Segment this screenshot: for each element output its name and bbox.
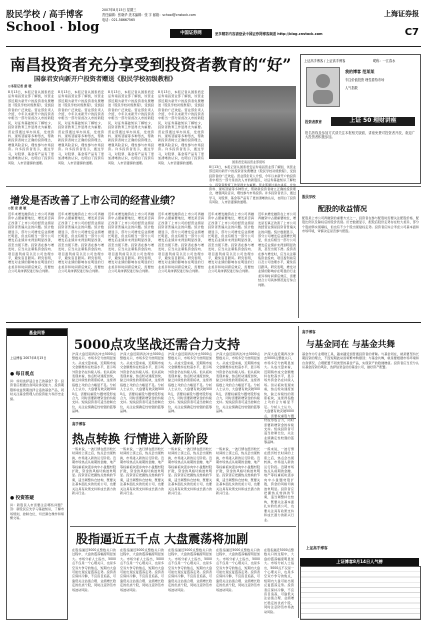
middle-story-col-5: 沪深大盘近期再次冲击5000点整数关口，市场多空分歧明显加大。从成交量来看，近期两市成交金额维持在较高水平，显示场外资金仍在持续入场。但从板块表现来看，热点轮动速度加快，缺乏持续性的领涨板块，这使得指数上攻的合力略显不足。分析人士认为，大盘要有效突破5000点，需要权重股与题材股形成合力，同时需要新增资金的持续支持。短线投资者可适当控制仓位，关注业绩确定性较强的蓝筹品种。 — [264, 352, 294, 445]
top-headline: 南昌投资者充分享受到投资者教育的“好” — [10, 55, 292, 74]
middle-story-col-3: 沪深大盘近期再次冲击5000点整数关口，市场多空分歧明显加大。从成交量来看，近期两市成交金额维持在较高水平，显示场外资金仍在持续入场。但从板块表现来看，热点轮动速度加快，缺乏持续性的领涨板块，这使得指数上攻的合力略显不足。分析人士认为，大盘要有效突破5000点，需要权重股与题材股形成合力，同时需要新增资金的持续支持。短线投资者可适当控制仓位，关注业绩确定性较强的蓝筹品种。 — [168, 352, 212, 414]
top-story-col-4: 8月13日，本报记者从国泰君安证券南昌营业部了解到，该营业部近期为新开户的投资者免费赠送《股民学校初级教程》，受到投资者的广泛欢迎。营业部负责人介绍，今年以来新开户的投资者中相当一部分是首次入市的新股民，对证券基础知识了解较少，投资者教育工作显得尤为重要。营业部通过举办讲座、发放资料、现场答疑等多种形式，帮助新投资者树立正确的投资理念，增强风险意识，理性参与市场投资。许多投资者表示，通过学习，对股票、基金等产品有了更加清晰的认识，也明白了投资有风险、入市需谨慎的道理。 — [158, 90, 204, 165]
qa-body-2: 问：新股民入市需要注意哪些问题？答：新股民应先学习基础知识，了解市场规则，控制仓位，切忌满仓操作和频繁交易。 — [10, 503, 64, 521]
fourth-story-col-4: 在股指逼近5000点整数关口的过程中，大盘的震荡幅度明显加大。市场分析人士指出，5000点不仅是一个心理关口，也是多空双方争夺的焦点，短期内大盘可能出现反复震荡走势。投资者应保持冷静，不宜盲目追高，可逢低关注估值合理、业绩增长稳定的优质个股，同时注意防范市场波动风险。 — [216, 548, 260, 592]
right-lower-body: 基金作为专业理财工具，越来越受到普通投资者的青睐。与基金同在，就是要坚持长期投资的理念，不因短期波动而频繁申购赎回；与基金共舞，就是要根据市场环境和自身情况，合理配置不同类型的基金产品，实现资产的稳健增值。投资者应当充分认识基金投资的风险，选择信誉良好的基金公司，做好资产配置。 — [302, 352, 419, 370]
third-story-col-4: 一般来说，一波行情在经历较长时间的上涨之后，热点会出现转换，市场进入新的运行阶段。近期市场热点从前期的金融、地产等权重板块逐步向中小盘题材股扩散，资金的风格切换迹象明显。投资者应把握热点转换的节奏，适当调整持仓结构，既要关注基本面扎实的优质公司，也要关注具有政策支持和成长潜力的新兴行业。 — [216, 447, 260, 496]
top-story-col-1: 8月13日，本报记者从国泰君安证券南昌营业部了解到，该营业部近期为新开户的投资者免费赠送《股民学校初级教程》，受到投资者的广泛欢迎。营业部负责人介绍，今年以来新开户的投资者中相当一部分是首次入市的新股民，对证券基础知识了解较少，投资者教育工作显得尤为重要。营业部通过举办讲座、发放资料、现场答疑等多种形式，帮助新投资者树立正确的投资理念，增强风险意识，理性参与市场投资。许多投资者表示，通过学习，对股票、基金等产品有了更加清晰的认识，也明白了投资有风险、入市需谨慎的道理。 — [8, 90, 54, 165]
top-subhead: 国泰君安向新开户投资者赠送《股民学校初级教程》 — [34, 76, 177, 83]
section-logo-left: School — [6, 20, 56, 35]
rank-table — [300, 566, 421, 620]
paper-name: 上海证券报 — [384, 9, 419, 18]
blog-banner[interactable]: 更多精彩内容请登录中国证券网博客频道 http://blog.cnstock.com — [215, 32, 323, 36]
third-tag: 高手博客 — [72, 422, 86, 426]
rank-label: 人气指数 — [345, 86, 358, 90]
sidebar-line-1: 上证高手博客 / 上证高手博客 — [304, 59, 346, 63]
lower-left-box — [6, 328, 68, 620]
fourth-headline: 股指逼近五千点 大盘震荡将加剧 — [76, 532, 249, 546]
fourth-story-col-1: 在股指逼近5000点整数关口的过程中，大盘的震荡幅度明显加大。市场分析人士指出，5000点不仅是一个心理关口，也是多空双方争夺的焦点，短期内大盘可能出现反复震荡走势。投资者应保持冷静，不宜盲目追高，可逢低关注估值合理、业绩增长稳定的优质个股，同时注意防范市场波动风险。 — [72, 548, 116, 592]
lower-left-date: 上证博客 2007年8月15日 — [10, 356, 47, 360]
fourth-story-col-3: 在股指逼近5000点整数关口的过程中，大盘的震荡幅度明显加大。市场分析人士指出，5000点不仅是一个心理关口，也是多空双方争夺的焦点，短期内大盘可能出现反复震荡走势。投资者应保持冷静，不宜盲目追高，可逢低关注估值合理、业绩增长稳定的优质个股，同时注意防范市场波动风险。 — [168, 548, 212, 592]
qa-body: 问：如何选择适合自己的基金？答：投资者应根据自身风险承受能力、投资期限和收益预期选择合适的基金产品，同时关注基金管理人的投资能力和历史业绩。 — [10, 379, 64, 401]
blog-sidebar — [300, 54, 421, 184]
section-logo — [6, 20, 99, 35]
second-story-col-4: 近年来增发融资在上市公司再融资中占据重要地位，增发是否真正改善了上市公司的经营业绩是投资者普遍关注的问题。统计数据显示，部分公司增发后业绩增长明显，但也有相当一部分公司增发后业绩并未得到明显改善，甚至出现下滑。投资者在参与增发时，应当关注募集资金投向、项目盈利前景以及公司治理水平，避免盲目跟风。研究表明，增发对业绩的影响存在明显的行业差异和时间滞后效应，需要结合公司具体情况进行综合判断。 — [158, 212, 204, 274]
second-story-col-6: 近年来增发融资在上市公司再融资中占据重要地位，增发是否真正改善了上市公司的经营业绩是投资者普遍关注的问题。统计数据显示，部分公司增发后业绩增长明显，但也有相当一部分公司增发后业绩并未得到明显改善，甚至出现下滑。投资者在参与增发时，应当关注募集资金投向、项目盈利前景以及公司治理水平，避免盲目跟风。研究表明，增发对业绩的影响存在明显的行业差异和时间滞后效应，需要结合公司具体情况进行综合判断。 — [258, 212, 296, 287]
editor-line: 责任编辑：张晓华 美术编辑：张 宇 邮箱：school@cnstock.com — [102, 13, 196, 17]
avatar — [306, 67, 340, 107]
third-headline: 热点转换 行情进入新阶段 — [72, 432, 209, 446]
right-col-body: 配股是上市公司再融资的重要方式之一，投资者在参与配股时需要关注配股价格、配股比例以及除权后的股价表现。历史数据显示，配股后股价走势存在较大差异，部分个股能够实现填权，但也有不少个股出现贴权走势。投资者应综合考虑公司基本面和市场环境，审慎决定是否参与配股。 — [302, 216, 419, 234]
top-story-col-5: 8月13日，本报记者从国泰君安证券南昌营业部了解到，该营业部近期为新开户的投资者免费赠送《股民学校初级教程》，受到投资者的广泛欢迎。营业部负责人介绍，今年以来新开户的投资者中相当一部分是首次入市的新股民，对证券基础知识了解较少，投资者教育工作显得尤为重要。营业部通过举办讲座、发放资料、现场答疑等多种形式，帮助新投资者树立正确的投资理念，增强风险意识，理性参与市场投资。许多投资者表示，通过学习，对股票、基金等产品有了更加清晰的认识，也明白了投资有风险、入市需谨慎的道理。 — [209, 165, 296, 205]
fourth-story-col-5: 在股指逼近5000点整数关口的过程中，大盘的震荡幅度明显加大。市场分析人士指出，5000点不仅是一个心理关口，也是多空双方争夺的焦点，短期内大盘可能出现反复震荡走势。投资者应保持冷静，不宜盲目追高，可逢低关注估值合理、业绩增长稳定的优质个股，同时注意防范市场波动风险。 — [264, 548, 294, 614]
divider-1 — [6, 186, 421, 187]
divider-3 — [70, 418, 296, 419]
second-story-col-3: 近年来增发融资在上市公司再融资中占据重要地位，增发是否真正改善了上市公司的经营业绩是投资者普遍关注的问题。统计数据显示，部分公司增发后业绩增长明显，但也有相当一部分公司增发后业绩并未得到明显改善，甚至出现下滑。投资者在参与增发时，应当关注募集资金投向、项目盈利前景以及公司治理水平，避免盲目跟风。研究表明，增发对业绩的影响存在明显的行业差异和时间滞后效应，需要结合公司具体情况进行综合判断。 — [108, 212, 154, 274]
lecture-ad-tag: 投资者教育 — [305, 120, 322, 124]
dot-separator: · — [59, 23, 64, 34]
page-header — [6, 3, 421, 47]
top-story-col-3: 8月13日，本报记者从国泰君安证券南昌营业部了解到，该营业部近期为新开户的投资者免费赠送《股民学校初级教程》，受到投资者的广泛欢迎。营业部负责人介绍，今年以来新开户的投资者中相当一部分是首次入市的新股民，对证券基础知识了解较少，投资者教育工作显得尤为重要。营业部通过举办讲座、发放资料、现场答疑等多种形式，帮助新投资者树立正确的投资理念，增强风险意识，理性参与市场投资。许多投资者表示，通过学习，对股票、基金等产品有了更加清晰的认识，也明白了投资有风险、入市需谨慎的道理。 — [108, 90, 154, 165]
blogger-name[interactable]: 我的博客 范某某 — [345, 69, 375, 74]
rank-table-title: 上证博客8月14日人气榜 — [300, 558, 419, 566]
right-lower-title: 与基金同在 与基金共舞 — [306, 340, 395, 350]
lecture-ad-body: 报名热线及参加方式请关注本报相关版面，讲座免费对投资者开放，欢迎广大投资者积极参加。 — [305, 131, 415, 140]
right-col-divider — [298, 190, 299, 318]
second-story-col-1: 近年来增发融资在上市公司再融资中占据重要地位，增发是否真正改善了上市公司的经营业绩是投资者普遍关注的问题。统计数据显示，部分公司增发后业绩增长明显，但也有相当一部分公司增发后业绩并未得到明显改善，甚至出现下滑。投资者在参与增发时，应当关注募集资金投向、项目盈利前景以及公司治理水平，避免盲目跟风。研究表明，增发对业绩的影响存在明显的行业差异和时间滞后效应，需要结合公司具体情况进行综合判断。 — [8, 212, 54, 274]
right-lower-divider — [298, 326, 299, 618]
banner-logo: 中国证券网 — [170, 29, 212, 38]
top-story-photo-caption: 国泰君安南昌营业部现场 — [232, 160, 266, 164]
sidebar-line-2: 昵称：一江春水 — [373, 59, 396, 63]
fourth-story-col-2: 在股指逼近5000点整数关口的过程中，大盘的震荡幅度明显加大。市场分析人士指出，5000点不仅是一个心理关口，也是多空双方争夺的焦点，短期内大盘可能出现反复震荡走势。投资者应保持冷静，不宜盲目追高，可逢低关注估值合理、业绩增长稳定的优质个股，同时注意防范市场波动风险。 — [120, 548, 164, 592]
top-story-photo — [209, 86, 296, 159]
header-rule — [6, 46, 421, 47]
right-col-tag: 股民学校 — [302, 195, 316, 199]
section-title: 股民学校 / 高手博客 — [6, 10, 84, 20]
third-story-col-3: 一般来说，一波行情在经历较长时间的上涨之后，热点会出现转换，市场进入新的运行阶段。近期市场热点从前期的金融、地产等权重板块逐步向中小盘题材股扩散，资金的风格切换迹象明显。投资者应把握热点转换的节奏，适当调整持仓结构，既要关注基本面扎实的优质公司，也要关注具有政策支持和成长潜力的新兴行业。 — [168, 447, 212, 496]
qa-heading-2: ● 投资答疑 — [10, 496, 34, 501]
middle-story-col-4: 沪深大盘近期再次冲击5000点整数关口，市场多空分歧明显加大。从成交量来看，近期两市成交金额维持在较高水平，显示场外资金仍在持续入场。但从板块表现来看，热点轮动速度加快，缺乏持续性的领涨板块，这使得指数上攻的合力略显不足。分析人士认为，大盘要有效突破5000点，需要权重股与题材股形成合力，同时需要新增资金的持续支持。短线投资者可适当控制仓位，关注业绩确定性较强的蓝筹品种。 — [216, 352, 260, 414]
top-byline: ◎本报记者 黄 骏 — [8, 84, 32, 88]
third-story-col-1: 一般来说，一波行情在经历较长时间的上涨之后，热点会出现转换，市场进入新的运行阶段。近期市场热点从前期的金融、地产等权重板块逐步向中小盘题材股扩散，资金的风格切换迹象明显。投资者应把握热点转换的节奏，适当调整持仓结构，既要关注基本面扎实的优质公司，也要关注具有政策支持和成长潜力的新兴行业。 — [72, 447, 116, 496]
page-number: C7 — [404, 27, 419, 38]
lecture-ad-title[interactable]: 上证 50 理财讲座 — [331, 117, 415, 126]
middle-story-col-1: 沪深大盘近期再次冲击5000点整数关口，市场多空分歧明显加大。从成交量来看，近期两市成交金额维持在较高水平，显示场外资金仍在持续入场。但从板块表现来看，热点轮动速度加快，缺乏持续性的领涨板块，这使得指数上攻的合力略显不足。分析人士认为，大盘要有效突破5000点，需要权重股与题材股形成合力，同时需要新增资金的持续支持。短线投资者可适当控制仓位，关注业绩确定性较强的蓝筹品种。 — [72, 352, 116, 414]
date-line: 2007年8月15日 星期三 — [102, 8, 137, 12]
right-lower-stamp: 上证高手博客 — [306, 546, 328, 550]
divider-2 — [6, 322, 421, 323]
second-byline: ◎张 宏 黄 敏 — [8, 206, 27, 210]
hotline-line: 电话：021-58667565 — [102, 18, 136, 22]
person-icon — [307, 68, 339, 106]
third-story-col-2: 一般来说，一波行情在经历较长时间的上涨之后，热点会出现转换，市场进入新的运行阶段。近期市场热点从前期的金融、地产等权重板块逐步向中小盘题材股扩散，资金的风格切换迹象明显。投资者应把握热点转换的节奏，适当调整持仓结构，既要关注基本面扎实的优质公司，也要关注具有政策支持和成长潜力的新兴行业。 — [120, 447, 164, 496]
second-headline: 增发是否改善了上市公司的经营业绩？ — [10, 196, 180, 207]
second-story-col-5: 近年来增发融资在上市公司再融资中占据重要地位，增发是否真正改善了上市公司的经营业绩是投资者普遍关注的问题。统计数据显示，部分公司增发后业绩增长明显，但也有相当一部分公司增发后业绩并未得到明显改善，甚至出现下滑。投资者在参与增发时，应当关注募集资金投向、项目盈利前景以及公司治理水平，避免盲目跟风。研究表明，增发对业绩的影响存在明显的行业差异和时间滞后效应，需要结合公司具体情况进行综合判断。 — [208, 212, 254, 274]
right-col-title: 配股的收益情况 — [318, 204, 367, 213]
section-logo-right: blog — [67, 20, 100, 35]
divider-4 — [70, 526, 296, 527]
third-story-col-5: 一般来说，一波行情在经历较长时间的上涨之后，热点会出现转换，市场进入新的运行阶段。近期市场热点从前期的金融、地产等权重板块逐步向中小盘题材股扩散，资金的风格切换迹象明显。投资者应把握热点转换的节奏，适当调整持仓结构，既要关注基本面扎实的优质公司，也要关注具有政策支持和成长潜力的新兴行业。 — [264, 447, 294, 522]
top-story-col-2: 8月13日，本报记者从国泰君安证券南昌营业部了解到，该营业部近期为新开户的投资者免费赠送《股民学校初级教程》，受到投资者的广泛欢迎。营业部负责人介绍，今年以来新开户的投资者中相当一部分是首次入市的新股民，对证券基础知识了解较少，投资者教育工作显得尤为重要。营业部通过举办讲座、发放资料、现场答疑等多种形式，帮助新投资者树立正确的投资理念，增强风险意识，理性参与市场投资。许多投资者表示，通过学习，对股票、基金等产品有了更加清晰的认识，也明白了投资有风险、入市需谨慎的道理。 — [58, 90, 104, 165]
middle-headline: 5000点攻坚战还需合力支持 — [74, 338, 241, 353]
blog-description: 专注价值投资 理性看待市场 — [345, 78, 385, 82]
lower-left-box-title: 基金问答 — [7, 329, 67, 336]
second-story-col-2: 近年来增发融资在上市公司再融资中占据重要地位，增发是否真正改善了上市公司的经营业绩是投资者普遍关注的问题。统计数据显示，部分公司增发后业绩增长明显，但也有相当一部分公司增发后业绩并未得到明显改善，甚至出现下滑。投资者在参与增发时，应当关注募集资金投向、项目盈利前景以及公司治理水平，避免盲目跟风。研究表明，增发对业绩的影响存在明显的行业差异和时间滞后效应，需要结合公司具体情况进行综合判断。 — [58, 212, 104, 274]
qa-heading: ● 每日观点 — [10, 372, 34, 377]
middle-story-col-2: 沪深大盘近期再次冲击5000点整数关口，市场多空分歧明显加大。从成交量来看，近期两市成交金额维持在较高水平，显示场外资金仍在持续入场。但从板块表现来看，热点轮动速度加快，缺乏持续性的领涨板块，这使得指数上攻的合力略显不足。分析人士认为，大盘要有效突破5000点，需要权重股与题材股形成合力，同时需要新增资金的持续支持。短线投资者可适当控制仓位，关注业绩确定性较强的蓝筹品种。 — [120, 352, 164, 414]
right-lower-tag: 高手博客 — [302, 330, 316, 334]
